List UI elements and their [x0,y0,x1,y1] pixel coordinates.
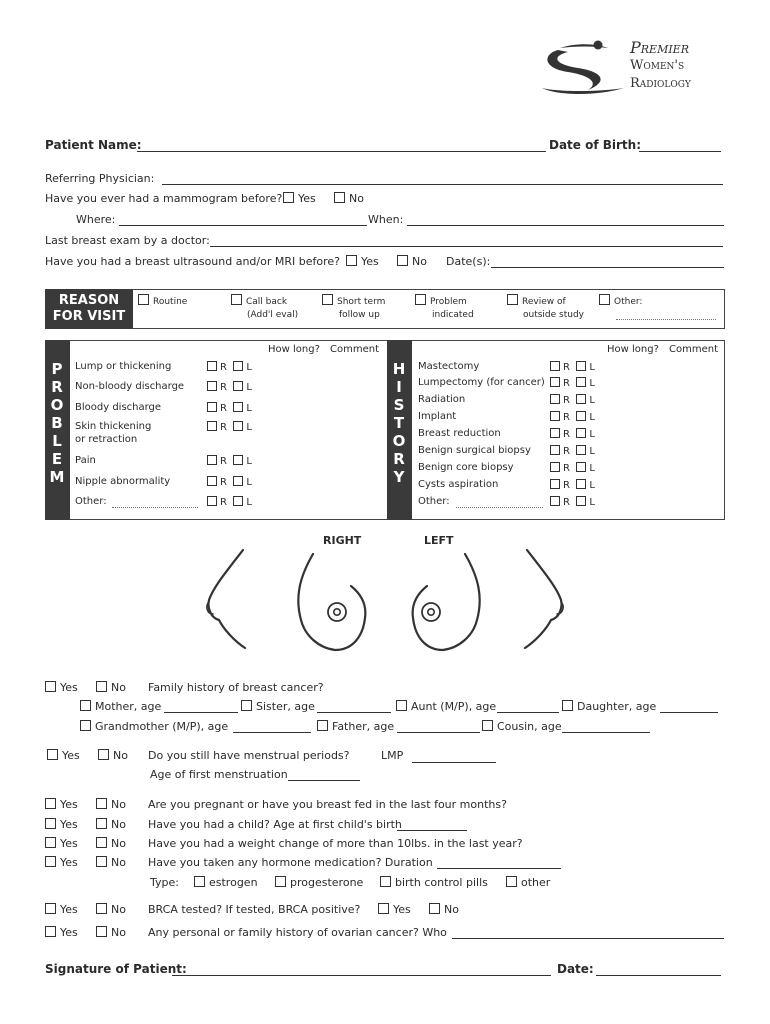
history-letter: O [392,432,406,450]
weight-question: Have you had a weight change of more than 10lbs. in the last year? [148,837,523,850]
diagram-right-label: RIGHT [323,534,362,547]
mammo-yes[interactable]: Yes [283,192,316,205]
checkbox[interactable] [233,496,243,506]
problem-rl[interactable]: R L [207,455,252,467]
checkbox[interactable] [96,681,107,692]
brca-positive-no[interactable]: No [429,903,459,916]
problem-how-long: How long? [268,344,320,355]
checkbox[interactable] [576,361,586,371]
family-aunt[interactable]: Aunt (M/P), age [396,700,496,713]
family-mother[interactable]: Mother, age [80,700,161,713]
checkbox[interactable] [283,192,294,203]
daughter-age-field[interactable] [660,712,718,713]
checkbox[interactable] [96,818,107,829]
checkbox[interactable] [45,798,56,809]
ovarian-no[interactable]: No [96,926,126,939]
checkbox[interactable] [233,402,243,412]
checkbox[interactable] [241,700,252,711]
problem-letter: M [49,468,65,486]
checkbox[interactable] [429,903,440,914]
reason-title-line1: REASON [58,293,120,308]
sister-age-field[interactable] [317,712,391,713]
history-rl[interactable]: R L [550,479,595,491]
checkbox[interactable] [562,700,573,711]
checkbox[interactable] [47,749,58,760]
dates-label: Date(s): [446,255,491,268]
last-exam-label: Last breast exam by a doctor: [45,234,210,247]
checkbox[interactable] [45,818,56,829]
family-yes[interactable]: Yes [45,681,78,694]
checkbox[interactable] [45,903,56,914]
mammo-question: Have you ever had a mammogram before? [45,192,283,205]
checkbox[interactable] [233,455,243,465]
history-letter: H [392,360,406,378]
checkbox[interactable] [550,496,560,506]
q1-yes[interactable]: Yes [45,798,78,811]
checkbox[interactable] [482,720,493,731]
first-menstruation-field[interactable] [288,780,360,781]
dob-label: Date of Birth: [549,138,642,152]
checkbox[interactable] [507,294,518,305]
problem-letter: P [51,360,63,378]
last-exam-field[interactable] [210,246,723,247]
checkbox[interactable] [550,411,560,421]
father-age-field[interactable] [397,732,480,733]
reason-review-sub: outside study [523,310,585,320]
family-cousin[interactable]: Cousin, age [482,720,562,733]
brca-question: BRCA tested? If tested, BRCA positive? [148,903,361,916]
problem-item: Pain [75,455,96,466]
where-label: Where: [76,213,116,226]
checkbox[interactable] [550,394,560,404]
problem-rl[interactable]: R L [207,476,252,488]
family-sister[interactable]: Sister, age [241,700,315,713]
checkbox[interactable] [599,294,610,305]
problem-other-field[interactable] [112,507,198,508]
problem-item: Nipple abnormality [75,476,171,487]
brca-positive-yes[interactable]: Yes [378,903,411,916]
problem-rl[interactable]: R L [207,402,252,414]
history-letter: I [396,378,402,396]
problem-rl[interactable]: R L [207,361,252,373]
problem-item: Bloody discharge [75,402,162,413]
checkbox[interactable] [550,361,560,371]
history-item: Benign surgical biopsy [418,445,531,456]
reason-other-field[interactable] [616,319,716,320]
checkbox[interactable] [322,294,333,305]
checkbox[interactable] [550,428,560,438]
history-how-long: How long? [607,344,659,355]
patient-name-field[interactable] [137,151,546,152]
checkbox[interactable] [397,255,408,266]
checkbox[interactable] [378,903,389,914]
reason-callback-sub: (Add'l eval) [247,310,299,320]
ovarian-question: Any personal or family history of ovarian cancer? Who [148,926,447,939]
checkbox[interactable] [576,462,586,472]
reason-shortterm[interactable]: Short term [322,294,385,307]
checkbox[interactable] [576,428,586,438]
checkbox[interactable] [233,361,243,371]
checkbox[interactable] [96,903,107,914]
pregnant-question: Are you pregnant or have you breast fed in the last four months? [148,798,507,811]
q4-no[interactable]: No [96,856,126,869]
reason-title [45,289,133,329]
checkbox[interactable] [231,294,242,305]
history-item: Cysts aspiration [418,479,499,490]
checkbox[interactable] [346,255,357,266]
history-letter: R [393,450,405,468]
ultrasound-no[interactable]: No [397,255,427,268]
history-rl[interactable]: R L [550,428,595,440]
problem-item: or retraction [75,434,138,445]
checkbox[interactable] [576,411,586,421]
reason-routine[interactable]: Routine [138,294,187,307]
q3-yes[interactable]: Yes [45,837,78,850]
history-item: Breast reduction [418,428,501,439]
q2-yes[interactable]: Yes [45,818,78,831]
history-comment: Comment [669,344,718,355]
child-age-field[interactable] [397,830,467,831]
type-estrogen[interactable]: estrogen [194,876,258,889]
lmp-field[interactable] [412,762,496,763]
date-label: Date: [557,962,594,976]
grandmother-age-field[interactable] [233,732,311,733]
checkbox[interactable] [550,462,560,472]
checkbox[interactable] [380,876,391,887]
checkbox[interactable] [506,876,517,887]
history-other-field[interactable] [456,507,543,508]
checkbox[interactable] [96,856,107,867]
checkbox[interactable] [96,837,107,848]
signature-label: Signature of Patient: [45,962,187,976]
checkbox[interactable] [233,476,243,486]
cousin-age-field[interactable] [562,732,650,733]
reason-problem[interactable]: Problem [415,294,467,307]
history-item: Mastectomy [418,361,480,372]
ovarian-who-field[interactable] [452,938,724,939]
checkbox[interactable] [45,926,56,937]
history-item: Benign core biopsy [418,462,514,473]
checkbox[interactable] [550,377,560,387]
history-rl[interactable]: R L [550,361,595,373]
menstrual-yes[interactable]: Yes [47,749,80,762]
history-item: Implant [418,411,457,422]
history-rl[interactable]: R L [550,445,595,457]
brca-yes[interactable]: Yes [45,903,78,916]
checkbox[interactable] [576,394,586,404]
checkbox[interactable] [45,681,56,692]
checkbox[interactable] [207,476,217,486]
reason-other[interactable]: Other: [599,294,642,307]
brca-no[interactable]: No [96,903,126,916]
dob-field[interactable] [639,151,721,152]
hormone-question: Have you taken any hormone medication? Duration [148,856,433,869]
problem-item: Lump or thickening [75,361,172,372]
history-letter: Y [393,468,405,486]
mammo-no[interactable]: No [334,192,364,205]
problem-letter: E [51,450,63,468]
checkbox[interactable] [207,496,217,506]
checkbox[interactable] [207,421,217,431]
referring-field[interactable] [162,184,723,185]
checkbox[interactable] [45,837,56,848]
history-rl[interactable]: R L [550,394,595,406]
checkbox[interactable] [96,798,107,809]
problem-letter: L [52,432,62,450]
history-item: Lumpectomy (for cancer) [418,377,545,388]
q2-no[interactable]: No [96,818,126,831]
checkbox[interactable] [80,700,91,711]
checkbox[interactable] [576,445,586,455]
logo-swoosh-icon [538,38,633,98]
checkbox[interactable] [576,479,586,489]
menstrual-question: Do you still have menstrual periods? [148,749,350,762]
history-letter: T [393,414,405,432]
checkbox[interactable] [576,496,586,506]
when-field[interactable] [407,225,724,226]
q1-no[interactable]: No [96,798,126,811]
mother-age-field[interactable] [164,712,238,713]
family-grandmother[interactable]: Grandmother (M/P), age [80,720,228,733]
checkbox[interactable] [550,445,560,455]
first-menstruation-label: Age of first menstruation [150,768,288,781]
history-rl[interactable]: R L [550,411,595,423]
referring-label: Referring Physician: [45,172,155,185]
patient-name-label: Patient Name: [45,138,142,152]
checkbox[interactable] [550,479,560,489]
checkbox[interactable] [334,192,345,203]
dates-field[interactable] [491,267,724,268]
history-item: Other: [418,496,450,507]
checkbox[interactable] [396,700,407,711]
logo [538,38,738,98]
checkbox[interactable] [207,455,217,465]
history-item: Radiation [418,394,466,405]
history-rl[interactable]: R L [550,496,595,508]
problem-comment: Comment [330,344,379,355]
problem-item: Skin thickening [75,421,152,432]
duration-field[interactable] [437,868,561,869]
type-birth-control[interactable]: birth control pills [380,876,488,889]
checkbox[interactable] [80,720,91,731]
diagram-left-label: LEFT [424,534,454,547]
checkbox[interactable] [207,361,217,371]
ultrasound-question: Have you had a breast ultrasound and/or MRI before? [45,255,340,268]
problem-letter: O [50,396,64,414]
reason-review[interactable]: Review of [507,294,566,307]
problem-letter: R [51,378,63,396]
checkbox[interactable] [138,294,149,305]
type-other[interactable]: other [506,876,550,889]
problem-item: Other: [75,496,107,507]
checkbox[interactable] [317,720,328,731]
reason-problem-sub: indicated [432,310,474,320]
logo-line1: Premier [630,38,689,57]
checkbox[interactable] [98,749,109,760]
child-question: Have you had a child? Age at first child's birth [148,818,402,831]
type-progesterone[interactable]: progesterone [275,876,363,889]
reason-callback[interactable]: Call back [231,294,287,307]
where-field[interactable] [119,225,367,226]
family-daughter[interactable]: Daughter, age [562,700,656,713]
reason-title-line2: FOR VISIT [52,309,126,324]
when-label: When: [368,213,404,226]
menstrual-no[interactable]: No [98,749,128,762]
problem-rl[interactable]: R L [207,421,252,433]
type-label: Type: [150,876,179,889]
aunt-age-field[interactable] [497,712,559,713]
family-no[interactable]: No [96,681,126,694]
checkbox[interactable] [233,421,243,431]
checkbox[interactable] [194,876,205,887]
checkbox[interactable] [96,926,107,937]
problem-letter: B [51,414,63,432]
date-field[interactable] [596,975,721,976]
problem-rl[interactable]: R L [207,381,252,393]
checkbox[interactable] [45,856,56,867]
problem-rl[interactable]: R L [207,496,252,508]
checkbox[interactable] [207,402,217,412]
history-letter: S [393,396,405,414]
checkbox[interactable] [233,381,243,391]
q3-no[interactable]: No [96,837,126,850]
reason-shortterm-sub: follow up [339,310,380,320]
lmp-label: LMP [381,749,404,762]
problem-item: Non-bloody discharge [75,381,185,392]
checkbox[interactable] [275,876,286,887]
q4-yes[interactable]: Yes [45,856,78,869]
history-rl[interactable]: R L [550,462,595,474]
checkbox[interactable] [576,377,586,387]
ovarian-yes[interactable]: Yes [45,926,78,939]
checkbox[interactable] [415,294,426,305]
logo-line2: Women's [630,58,685,73]
logo-line3: Radiology [630,76,691,91]
checkbox[interactable] [207,381,217,391]
breast-diagram[interactable] [195,548,575,658]
ultrasound-yes[interactable]: Yes [346,255,379,268]
signature-field[interactable] [172,975,551,976]
family-question: Family history of breast cancer? [148,681,324,694]
family-father[interactable]: Father, age [317,720,394,733]
history-rl[interactable]: R L [550,377,595,389]
